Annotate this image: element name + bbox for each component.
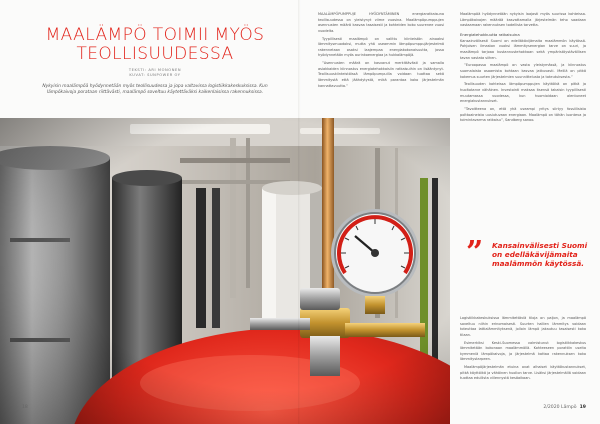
magazine-issue: 2/2020 Lämpö (543, 405, 577, 410)
body-paragraph: Logistiikkakeskuksissa lämmitettäviä tiloja on paljon, ja maalämpö soveltuu niihin erinomaisesti. Suurten hallien lämmitys voidaan toteuttaa lattialämmityksenä, jolloin lämpö jakautuu tasaisesti koko tilaan. (460, 316, 586, 337)
body-paragraph: Tyypillisesti maalämpö on valittu kiinteistön ainoaksi lämmitysmuodoksi, mutta yhä useammin lämpöpumppujärjestelmä rakennetaan osaksi laajempaa energiakokonaisuutta, jossa hyödynnetään myös aurinkoenergiaa ja hukkalämpöjä. (318, 36, 444, 58)
quote-mark-icon: ” (466, 235, 484, 270)
photo-illustration (0, 118, 450, 424)
byline-photos: KUVAT: SUNPOWER OY (129, 73, 181, 77)
body-paragraph: MAALÄMPÖPUMPPUJE HYÖDYNTÄMINEN energiaratkaisuna teollisuudessa on yleistynyt viime vuosina. Maalämpöpumppujen asennusten määrä kasvaa tasaisesti ja kohteiden koko suurenee vuosi vuodelta. (318, 12, 444, 33)
body-paragraph: Esimerkiksi Keski-Suomessa valmistunut logistiikkakeskus lämmitetään kokonaan maalämmöllä. Kohteeseen porattiin useita kymmeniä lämpökaivoja, ja järjestelmä kattaa rakennuksen koko lämmitystarpeen. (460, 340, 586, 362)
body-paragraph: ”Asennusten määrä on kasvanut merkittävästi ja samalla asiakkaiden kiinnostus energiatehokkaisiin ratkaisuihin on lisääntynyt. Teollisuuskiinteistöissä lämpöpumpuilla voidaan tuottaa sekä lämmitystä että jäähdytystä, mikä parantaa koko järjestelmän kannattavuutta.” (318, 61, 444, 88)
byline-author: TEKSTI: ARI MONONEN (128, 68, 182, 72)
pull-quote-text: Kansainvälisesti Suomi on edelläkävijämaita maalämmön käytössä. (492, 241, 588, 268)
body-paragraph: Teollisuuden kohteissa lämpöpumppujen käyttöikä on pitkä ja huoltotarve vähäinen. Investointi maksaa itsensä takaisin tyypillisesti muutamassa vuodessa, kun huomioidaan alentuneet energiakustannukset. (460, 82, 586, 104)
folio-right (543, 405, 586, 410)
body-paragraph: ”Euroopassa maalämpö on vasta yleistymässä, ja kiinnostus suomalaista osaamista kohtaan kasvaa jatkuvasti. Meillä on pitkä kokemus suurten järjestelmien suunnittelusta ja toteutuksesta.” (460, 63, 586, 79)
article-lead: Nykyisin maalämpöä hyödynnetään myös teollisuudessa ja jopa valtavissa logistiikkakeskuksissa. Kun lämpökaivoja porataan riittävästi, maalämpö soveltuu käytettäväksi kaikenlaisissa rakennuksissa. (42, 84, 268, 96)
boiler-room-photo (0, 118, 450, 424)
body-paragraph: Maalämpöä hyödynnetään nykyisin laajasti myös suurissa kohteissa. Lämpökaivojen määrää kasvattamalla järjestelmän teho saadaan vastaamaan rakennuksen todellista tarvetta. (460, 12, 586, 28)
body-paragraph: Maalämpöjärjestelmän etuina ovat alhaiset käyttökustannukset, pitkä käyttöikä ja vähäinen huollon tarve. Lisäksi järjestelmällä voidaan tuottaa edullista viilennystä kesäaikaan. (460, 365, 586, 381)
body-paragraph: Kansainvälisesti Suomi on edelläkävijämaita maalämmön käytössä. Pohjoisen ilmaston vuoksi lämmitysenergian tarve on suuri, ja maalämpö tarjoaa kustannustehokkaan sekä ympäristöystävällisen tavan vastata siihen. (460, 38, 586, 60)
article-title (40, 26, 270, 64)
body-column-3 (460, 316, 586, 384)
byline (40, 68, 270, 78)
title-line-2: TEOLLISUUDESSA (76, 44, 234, 64)
body-column-1 (318, 12, 444, 91)
page-number-right: 19 (579, 405, 586, 410)
title-line-1: MAALÄMPÖ TOIMII MYÖS (45, 25, 265, 45)
body-column-2 (460, 12, 586, 126)
body-paragraph: ”Tavoitteena on, että yhä useampi yritys siirtyy fossiilisista polttoaineista uusiutuvaan energiaan. Maalämpö on tähän luonteva ja toimintavarma ratkaisu”, Sandberg sanoo. (460, 106, 586, 123)
section-heading: Energiatehokkuutta ratkaisuina (460, 31, 520, 37)
page-number-left: 18 (22, 405, 28, 410)
page-gutter (298, 0, 302, 424)
